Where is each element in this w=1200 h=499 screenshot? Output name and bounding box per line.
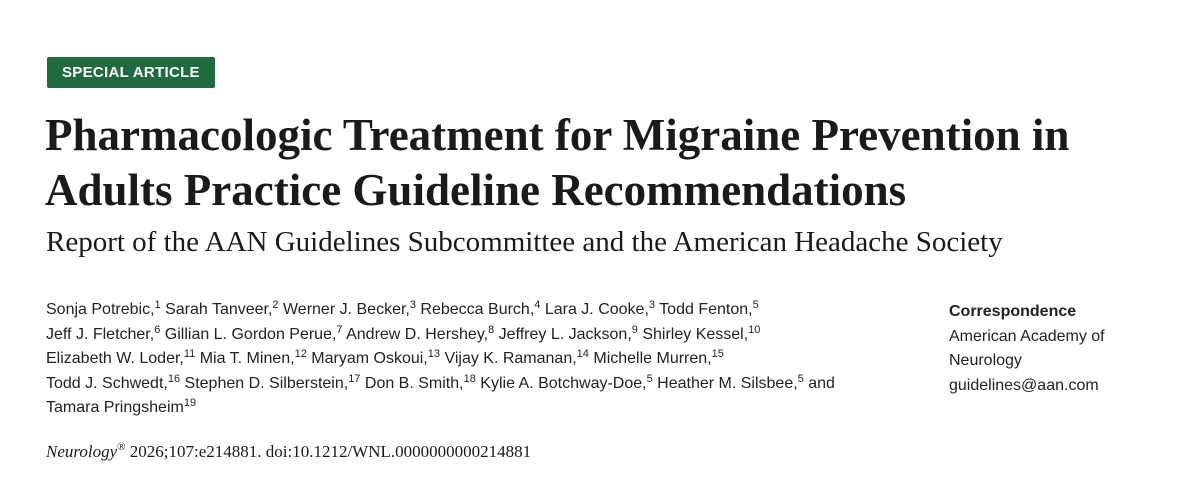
- author-name: Jeffrey L. Jackson,: [494, 325, 632, 343]
- author-affiliation-number: 5: [646, 372, 653, 385]
- correspondence-email[interactable]: guidelines@aan.com: [949, 376, 1099, 394]
- author-name: Lara J. Cooke,: [540, 301, 649, 318]
- author-affiliation-number: 3: [409, 299, 416, 311]
- author-affiliation-number: 18: [463, 372, 476, 385]
- author-name: Mia T. Minen,: [195, 350, 295, 367]
- author-affiliation-number: 15: [711, 348, 724, 360]
- article-type-badge: SPECIAL ARTICLE: [47, 57, 215, 88]
- author-affiliation-number: 11: [183, 348, 196, 360]
- author-name: Michelle Murren,: [588, 350, 712, 367]
- author-name: Gillian L. Gordon Perue,: [160, 325, 337, 343]
- registered-mark: ®: [117, 441, 126, 453]
- author-affiliation-number: 1: [154, 299, 161, 311]
- author-name: Stephen D. Silberstein,: [180, 374, 349, 392]
- author-affiliation-number: 4: [534, 299, 541, 311]
- author-name: Andrew D. Hershey,: [342, 325, 489, 343]
- article-subtitle: Report of the AAN Guidelines Subcommittee and the American Headache Society: [46, 226, 1003, 258]
- author-affiliation-number: 2: [272, 299, 279, 311]
- author-list: [46, 298, 906, 421]
- author-affiliation-number: 5: [797, 372, 804, 385]
- author-line: [46, 323, 906, 348]
- author-name: Shirley Kessel,: [637, 325, 749, 343]
- author-name: Tamara Pringsheim: [46, 399, 184, 416]
- author-name: Jeff J. Fletcher,: [46, 325, 155, 343]
- author-affiliation-number: 8: [488, 323, 495, 336]
- author-affiliation-number: 14: [576, 348, 589, 360]
- author-affiliation-number: 3: [648, 299, 656, 311]
- author-affiliation-number: 7: [336, 323, 343, 336]
- author-name: Sarah Tanveer,: [160, 301, 273, 318]
- author-affiliation-number: 17: [348, 372, 361, 385]
- author-name: Todd J. Schwedt,: [46, 374, 168, 392]
- citation-details: 2026;107:e214881. doi:10.1212/WNL.0000000000214881: [125, 442, 532, 461]
- author-affiliation-number: 5: [752, 299, 759, 311]
- author-affiliation-number: 16: [167, 372, 181, 385]
- journal-name: Neurology: [46, 442, 118, 461]
- author-name: Kylie A. Botchway-Doe,: [475, 374, 647, 392]
- author-affiliation-number: 19: [183, 397, 197, 409]
- author-affiliation-number: 13: [427, 348, 440, 360]
- author-affiliation-number: 12: [294, 348, 307, 360]
- author-name: Todd Fenton,: [655, 301, 753, 318]
- author-line: [46, 347, 906, 372]
- author-affiliation-number: 6: [154, 323, 161, 336]
- article-title: Pharmacologic Treatment for Migraine Prevention in Adults Practice Guideline Recommendations: [45, 110, 1070, 215]
- author-name: Heather M. Silsbee,: [652, 374, 798, 392]
- author-name: Don B. Smith,: [360, 374, 464, 392]
- correspondence-organization-line-2: Neurology: [949, 352, 1022, 369]
- author-line: [46, 298, 906, 323]
- author-affiliation-number: 9: [631, 323, 638, 336]
- correspondence-block: [949, 300, 1169, 398]
- citation-line: [46, 442, 531, 462]
- author-name: Sonja Potrebic,: [46, 301, 155, 318]
- author-name: Werner J. Becker,: [278, 301, 410, 318]
- author-name: Maryam Oskoui,: [306, 350, 428, 367]
- author-name: Rebecca Burch,: [415, 301, 535, 318]
- author-line: [46, 372, 906, 397]
- author-affiliation-number: 10: [748, 323, 761, 336]
- author-name: Elizabeth W. Loder,: [46, 350, 184, 367]
- author-line: [46, 396, 906, 421]
- author-name: and: [803, 374, 835, 392]
- author-name: Vijay K. Ramanan,: [440, 350, 577, 367]
- correspondence-heading: Correspondence: [949, 303, 1077, 320]
- correspondence-organization-line-1: American Academy of: [949, 327, 1105, 345]
